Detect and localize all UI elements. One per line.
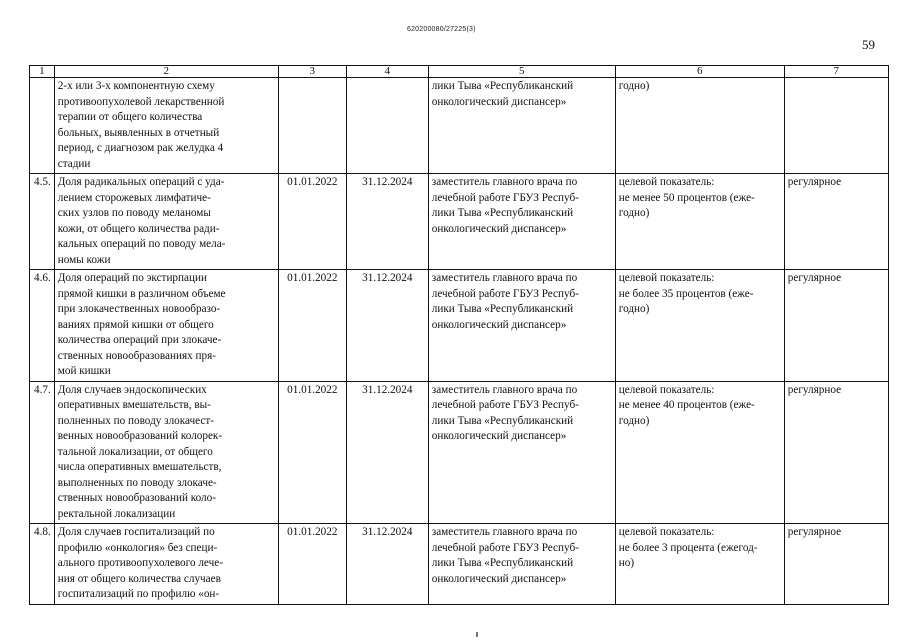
row-number <box>30 78 55 174</box>
start-date: 01.01.2022 <box>278 270 346 382</box>
end-date: 31.12.2024 <box>346 381 428 524</box>
end-date: 31.12.2024 <box>346 524 428 605</box>
column-header: 7 <box>784 66 888 78</box>
target-indicator: целевой показатель: не более 35 процентов (еже- годно) <box>615 270 784 382</box>
responsible-person: заместитель главного врача по лечебной работе ГБУЗ Респуб- лики Тыва «Республиканский онкологический диспансер» <box>428 524 615 605</box>
measure-text: Доля операций по экстирпации прямой кишки в различном объеме при злокачественных новообразо- ваниях прямой кишки от общего количества операций при злокаче- ственных новообразованиях пря- мой кишки <box>54 270 278 382</box>
table-row-continuation <box>30 78 889 174</box>
row-number: 4.8. <box>30 524 55 605</box>
column-header: 4 <box>346 66 428 78</box>
table-row <box>30 524 889 605</box>
responsible-person: заместитель главного врача по лечебной работе ГБУЗ Респуб- лики Тыва «Республиканский онкологический диспансер» <box>428 174 615 270</box>
end-date: 31.12.2024 <box>346 174 428 270</box>
start-date: 01.01.2022 <box>278 524 346 605</box>
column-header: 1 <box>30 66 55 78</box>
table-row <box>30 174 889 270</box>
target-indicator: годно) <box>615 78 784 174</box>
target-indicator: целевой показатель: не более 3 процента (ежегод- но) <box>615 524 784 605</box>
target-indicator: целевой показатель: не менее 40 процентов (еже- годно) <box>615 381 784 524</box>
measure-type: регулярное <box>784 524 888 605</box>
measure-text: 2-х или 3-х компонентную схему противоопухолевой лекарственной терапии от общего количества больных, выявленных в отчетный период, с диагнозом рак желудка 4 стадии <box>54 78 278 174</box>
column-number-row <box>30 66 889 78</box>
measure-text: Доля случаев эндоскопических оперативных вмешательств, вы- полненных по поводу злокачест- венных новообразований колорек- тальной локализации, от общего числа оперативных вмешательств, выполненных по поводу злокаче- ственных новообразований коло- ректальной локализации <box>54 381 278 524</box>
column-header: 3 <box>278 66 346 78</box>
end-date: 31.12.2024 <box>346 270 428 382</box>
column-header: 6 <box>615 66 784 78</box>
measure-text: Доля случаев госпитализаций по профилю «онкология» без специ- ального противоопухолевого лече- ния от общего количества случаев госпитализаций по профилю «он- <box>54 524 278 605</box>
row-number: 4.7. <box>30 381 55 524</box>
measure-type: регулярное <box>784 270 888 382</box>
measure-type <box>784 78 888 174</box>
document-stamp: 620200080/27225(3) <box>407 26 476 33</box>
scan-mark <box>476 632 478 637</box>
measures-table <box>29 65 889 605</box>
responsible-person: лики Тыва «Республиканский онкологический диспансер» <box>428 78 615 174</box>
table-row <box>30 270 889 382</box>
row-number: 4.5. <box>30 174 55 270</box>
responsible-person: заместитель главного врача по лечебной работе ГБУЗ Респуб- лики Тыва «Республиканский онкологический диспансер» <box>428 381 615 524</box>
table-row <box>30 381 889 524</box>
start-date: 01.01.2022 <box>278 174 346 270</box>
measure-text: Доля радикальных операций с уда- лением сторожевых лимфатиче- ских узлов по поводу меланомы кожи, от общего количества ради- кальных операций по поводу мела- номы кожи <box>54 174 278 270</box>
column-header: 2 <box>54 66 278 78</box>
target-indicator: целевой показатель: не менее 50 процентов (еже- годно) <box>615 174 784 270</box>
measure-type: регулярное <box>784 174 888 270</box>
end-date <box>346 78 428 174</box>
start-date <box>278 78 346 174</box>
responsible-person: заместитель главного врача по лечебной работе ГБУЗ Респуб- лики Тыва «Республиканский онкологический диспансер» <box>428 270 615 382</box>
column-header: 5 <box>428 66 615 78</box>
measure-type: регулярное <box>784 381 888 524</box>
row-number: 4.6. <box>30 270 55 382</box>
page-number: 59 <box>862 37 875 52</box>
start-date: 01.01.2022 <box>278 381 346 524</box>
